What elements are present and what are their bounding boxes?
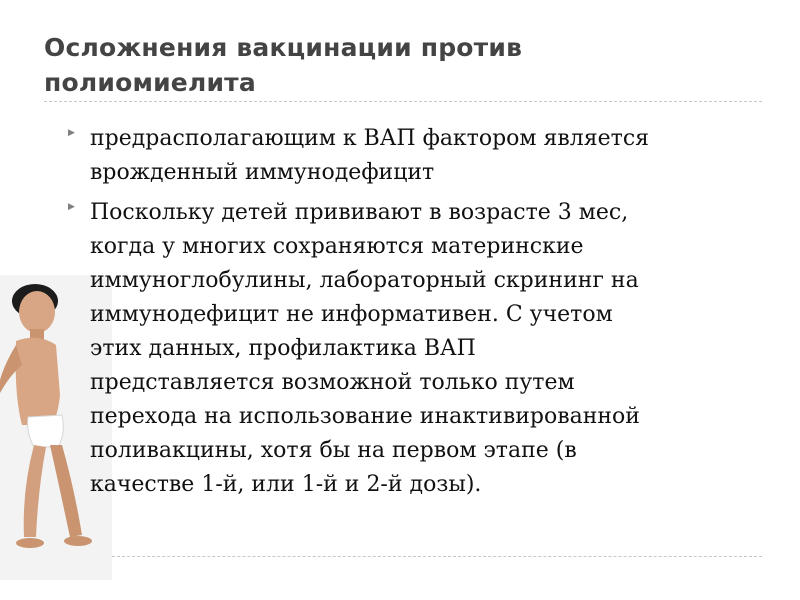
triangle-bullet-icon: ▶: [68, 202, 75, 212]
bullet-line: перехода на использование инактивированной: [90, 404, 640, 429]
triangle-bullet-icon: ▶: [68, 128, 75, 138]
bottom-divider: [112, 556, 762, 557]
title-line-2: полиомиелита: [44, 68, 256, 97]
bullet-line: когда у многих сохраняются материнские: [90, 234, 584, 259]
bullet-list: [68, 122, 778, 508]
bullet-line: этих данных, профилактика ВАП: [90, 336, 476, 361]
bullet-line: представляется возможной только путем: [90, 370, 575, 395]
title-divider: [44, 101, 762, 102]
slide-title: [44, 30, 744, 100]
bullet-line: врожденный иммунодефицит: [90, 160, 435, 185]
bullet-line: качестве 1-й, или 1-й и 2-й дозы).: [90, 472, 482, 497]
bullet-line: иммунодефицит не информативен. С учетом: [90, 302, 613, 327]
bullet-item: [68, 122, 778, 190]
bullet-item: [68, 196, 778, 502]
bullet-line: иммуноглобулины, лабораторный скрининг на: [90, 268, 639, 293]
bullet-line: поливакцины, хотя бы на первом этапе (в: [90, 438, 577, 463]
bullet-line: предрасполагающим к ВАП фактором является: [90, 126, 650, 151]
bullet-line: Поскольку детей прививают в возрасте 3 мес,: [90, 200, 629, 225]
title-line-1: Осложнения вакцинации против: [44, 33, 523, 62]
